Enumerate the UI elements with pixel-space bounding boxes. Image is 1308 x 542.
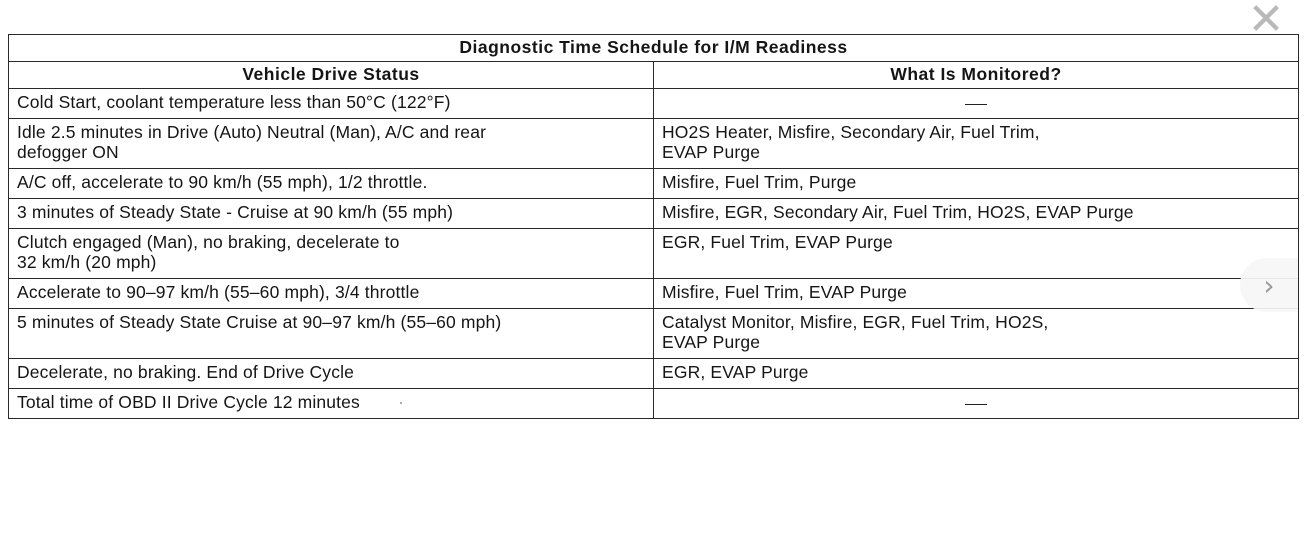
monitored-line: Catalyst Monitor, Misfire, EGR, Fuel Trim, HO2S,: [662, 312, 1049, 332]
monitored-cell: [654, 119, 1299, 169]
scan-speck: [400, 402, 402, 404]
drive-status-cell: Accelerate to 90–97 km/h (55–60 mph), 3/4 throttle: [9, 279, 654, 309]
monitored-cell: Misfire, Fuel Trim, EVAP Purge: [654, 279, 1299, 309]
monitored-cell: Misfire, EGR, Secondary Air, Fuel Trim, HO2S, EVAP Purge: [654, 199, 1299, 229]
table-row: [9, 359, 1299, 389]
monitored-cell: [654, 89, 1299, 119]
table-row: [9, 389, 1299, 419]
table-row: [9, 279, 1299, 309]
table-row: [9, 199, 1299, 229]
close-icon[interactable]: ✕: [1247, 0, 1285, 45]
dash-mark: [965, 104, 987, 105]
table-row: [9, 169, 1299, 199]
table-row: [9, 309, 1299, 359]
table-row: [9, 229, 1299, 279]
diagnostic-schedule-table: [8, 34, 1299, 419]
drive-status-cell: Total time of OBD II Drive Cycle 12 minutes: [9, 389, 654, 419]
chevron-right-icon[interactable]: ›: [1240, 258, 1298, 312]
column-header-what-monitored: What Is Monitored?: [654, 62, 1299, 89]
monitored-line: EVAP Purge: [662, 332, 761, 352]
column-header-drive-status: Vehicle Drive Status: [9, 62, 654, 89]
drive-status-cell: A/C off, accelerate to 90 km/h (55 mph), 1/2 throttle.: [9, 169, 654, 199]
table-title: Diagnostic Time Schedule for I/M Readiness: [9, 35, 1299, 62]
drive-status-line: 32 km/h (20 mph): [17, 252, 157, 272]
monitored-line: HO2S Heater, Misfire, Secondary Air, Fuel Trim,: [662, 122, 1040, 142]
drive-status-cell: Decelerate, no braking. End of Drive Cycle: [9, 359, 654, 389]
monitored-cell: [654, 309, 1299, 359]
drive-status-cell: 3 minutes of Steady State - Cruise at 90 km/h (55 mph): [9, 199, 654, 229]
drive-status-cell: 5 minutes of Steady State Cruise at 90–97 km/h (55–60 mph): [9, 309, 654, 359]
monitored-cell: [654, 389, 1299, 419]
drive-status-cell: [9, 119, 654, 169]
drive-status-line: defogger ON: [17, 142, 119, 162]
dash-mark: [965, 404, 987, 405]
drive-status-line: Clutch engaged (Man), no braking, decelerate to: [17, 232, 400, 252]
table-row: [9, 119, 1299, 169]
drive-status-cell: [9, 229, 654, 279]
monitored-cell: Misfire, Fuel Trim, Purge: [654, 169, 1299, 199]
drive-status-cell: Cold Start, coolant temperature less than 50°C (122°F): [9, 89, 654, 119]
schedule-image: [8, 34, 1300, 419]
monitored-cell: EGR, EVAP Purge: [654, 359, 1299, 389]
table-row: [9, 89, 1299, 119]
drive-status-line: Idle 2.5 minutes in Drive (Auto) Neutral (Man), A/C and rear: [17, 122, 487, 142]
monitored-line: EVAP Purge: [662, 142, 761, 162]
monitored-cell: EGR, Fuel Trim, EVAP Purge: [654, 229, 1299, 279]
